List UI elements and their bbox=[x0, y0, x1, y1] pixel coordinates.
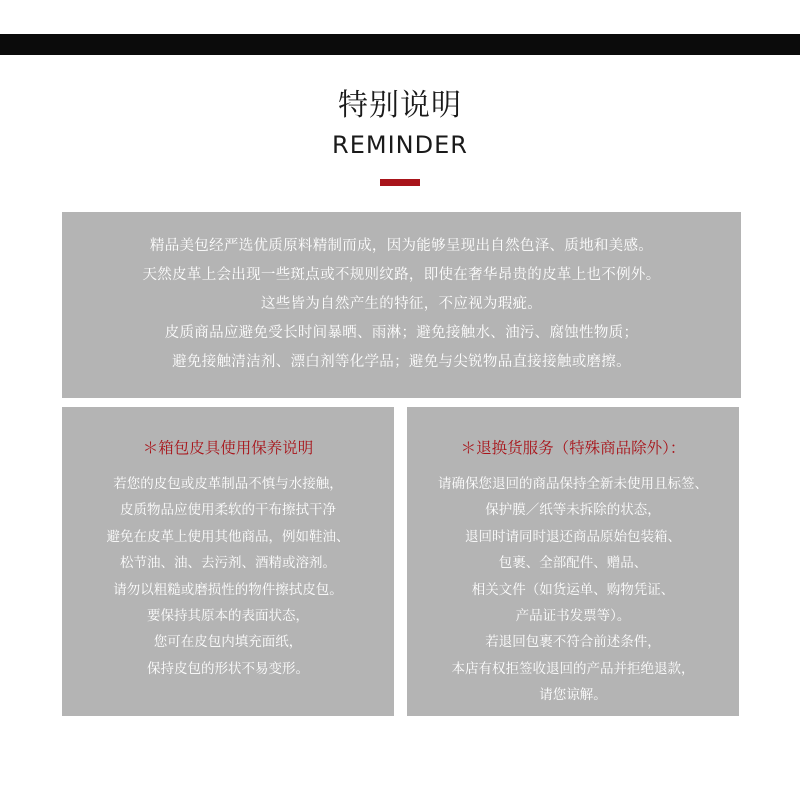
return-line: 相关文件（如货运单、购物凭证、 bbox=[471, 581, 675, 598]
return-line: 请确保您退回的商品保持全新未使用且标签、 bbox=[438, 476, 708, 492]
return-line: 产品证书发票等）。 bbox=[515, 607, 631, 624]
care-line: 松节油、油、去污剂、酒精或溶剂。 bbox=[120, 555, 336, 572]
care-line: 要保持其原本的表面状态， bbox=[147, 607, 309, 624]
care-instructions-text bbox=[62, 471, 394, 682]
page-subtitle: REMINDER bbox=[332, 131, 468, 159]
care-line: 若您的皮包或皮革制品不慎与水接触， bbox=[113, 476, 343, 492]
notice-line: 精品美包经严选优质原料精制而成，因为能够呈现出自然色泽、质地和美感。 bbox=[149, 238, 654, 254]
return-line: 请您谅解。 bbox=[539, 687, 607, 704]
care-line: 避免在皮革上使用其他商品，例如鞋油、 bbox=[106, 528, 350, 545]
leather-notice-panel bbox=[62, 212, 741, 398]
notice-line: 天然皮革上会出现一些斑点或不规则纹路，即使在奢华昂贵的皮革上也不例外。 bbox=[142, 267, 661, 283]
title-accent-divider bbox=[380, 179, 420, 186]
return-policy-heading: ＊退换货服务（特殊商品除外）： bbox=[460, 439, 686, 457]
return-line: 保护膜／纸等未拆除的状态， bbox=[485, 502, 661, 519]
return-policy-card bbox=[407, 407, 739, 716]
notice-line: 皮质商品应避免受长时间暴晒、雨淋；避免接触水、油污、腐蚀性物质； bbox=[164, 325, 639, 341]
notice-line: 这些皆为自然产生的特征，不应视为瑕疵。 bbox=[260, 296, 543, 312]
top-banner-bar bbox=[0, 34, 800, 55]
care-line: 皮质物品应使用柔软的干布擦拭干净 bbox=[120, 502, 336, 519]
notice-line: 避免接触清洁剂、漂白剂等化学品；避免与尖锐物品直接接触或磨擦。 bbox=[172, 354, 631, 370]
return-line: 本店有权拒签收退回的产品并拒绝退款， bbox=[451, 660, 695, 677]
page-title: 特别说明 bbox=[338, 88, 462, 123]
return-line: 包裹、全部配件、赠品、 bbox=[498, 555, 648, 572]
care-line: 保持皮包的形状不易变形。 bbox=[147, 660, 309, 677]
care-instructions-card bbox=[62, 407, 394, 716]
care-line: 您可在皮包内填充面纸， bbox=[153, 634, 303, 651]
leather-notice-text bbox=[62, 232, 741, 377]
care-line: 请勿以粗糙或磨损性的物件擦拭皮包。 bbox=[113, 581, 343, 598]
return-line: 退回时请同时退还商品原始包装箱、 bbox=[465, 528, 681, 545]
return-policy-text bbox=[407, 471, 739, 709]
care-instructions-heading: ＊箱包皮具使用保养说明 bbox=[142, 439, 314, 457]
return-line: 若退回包裹不符合前述条件， bbox=[485, 634, 661, 651]
